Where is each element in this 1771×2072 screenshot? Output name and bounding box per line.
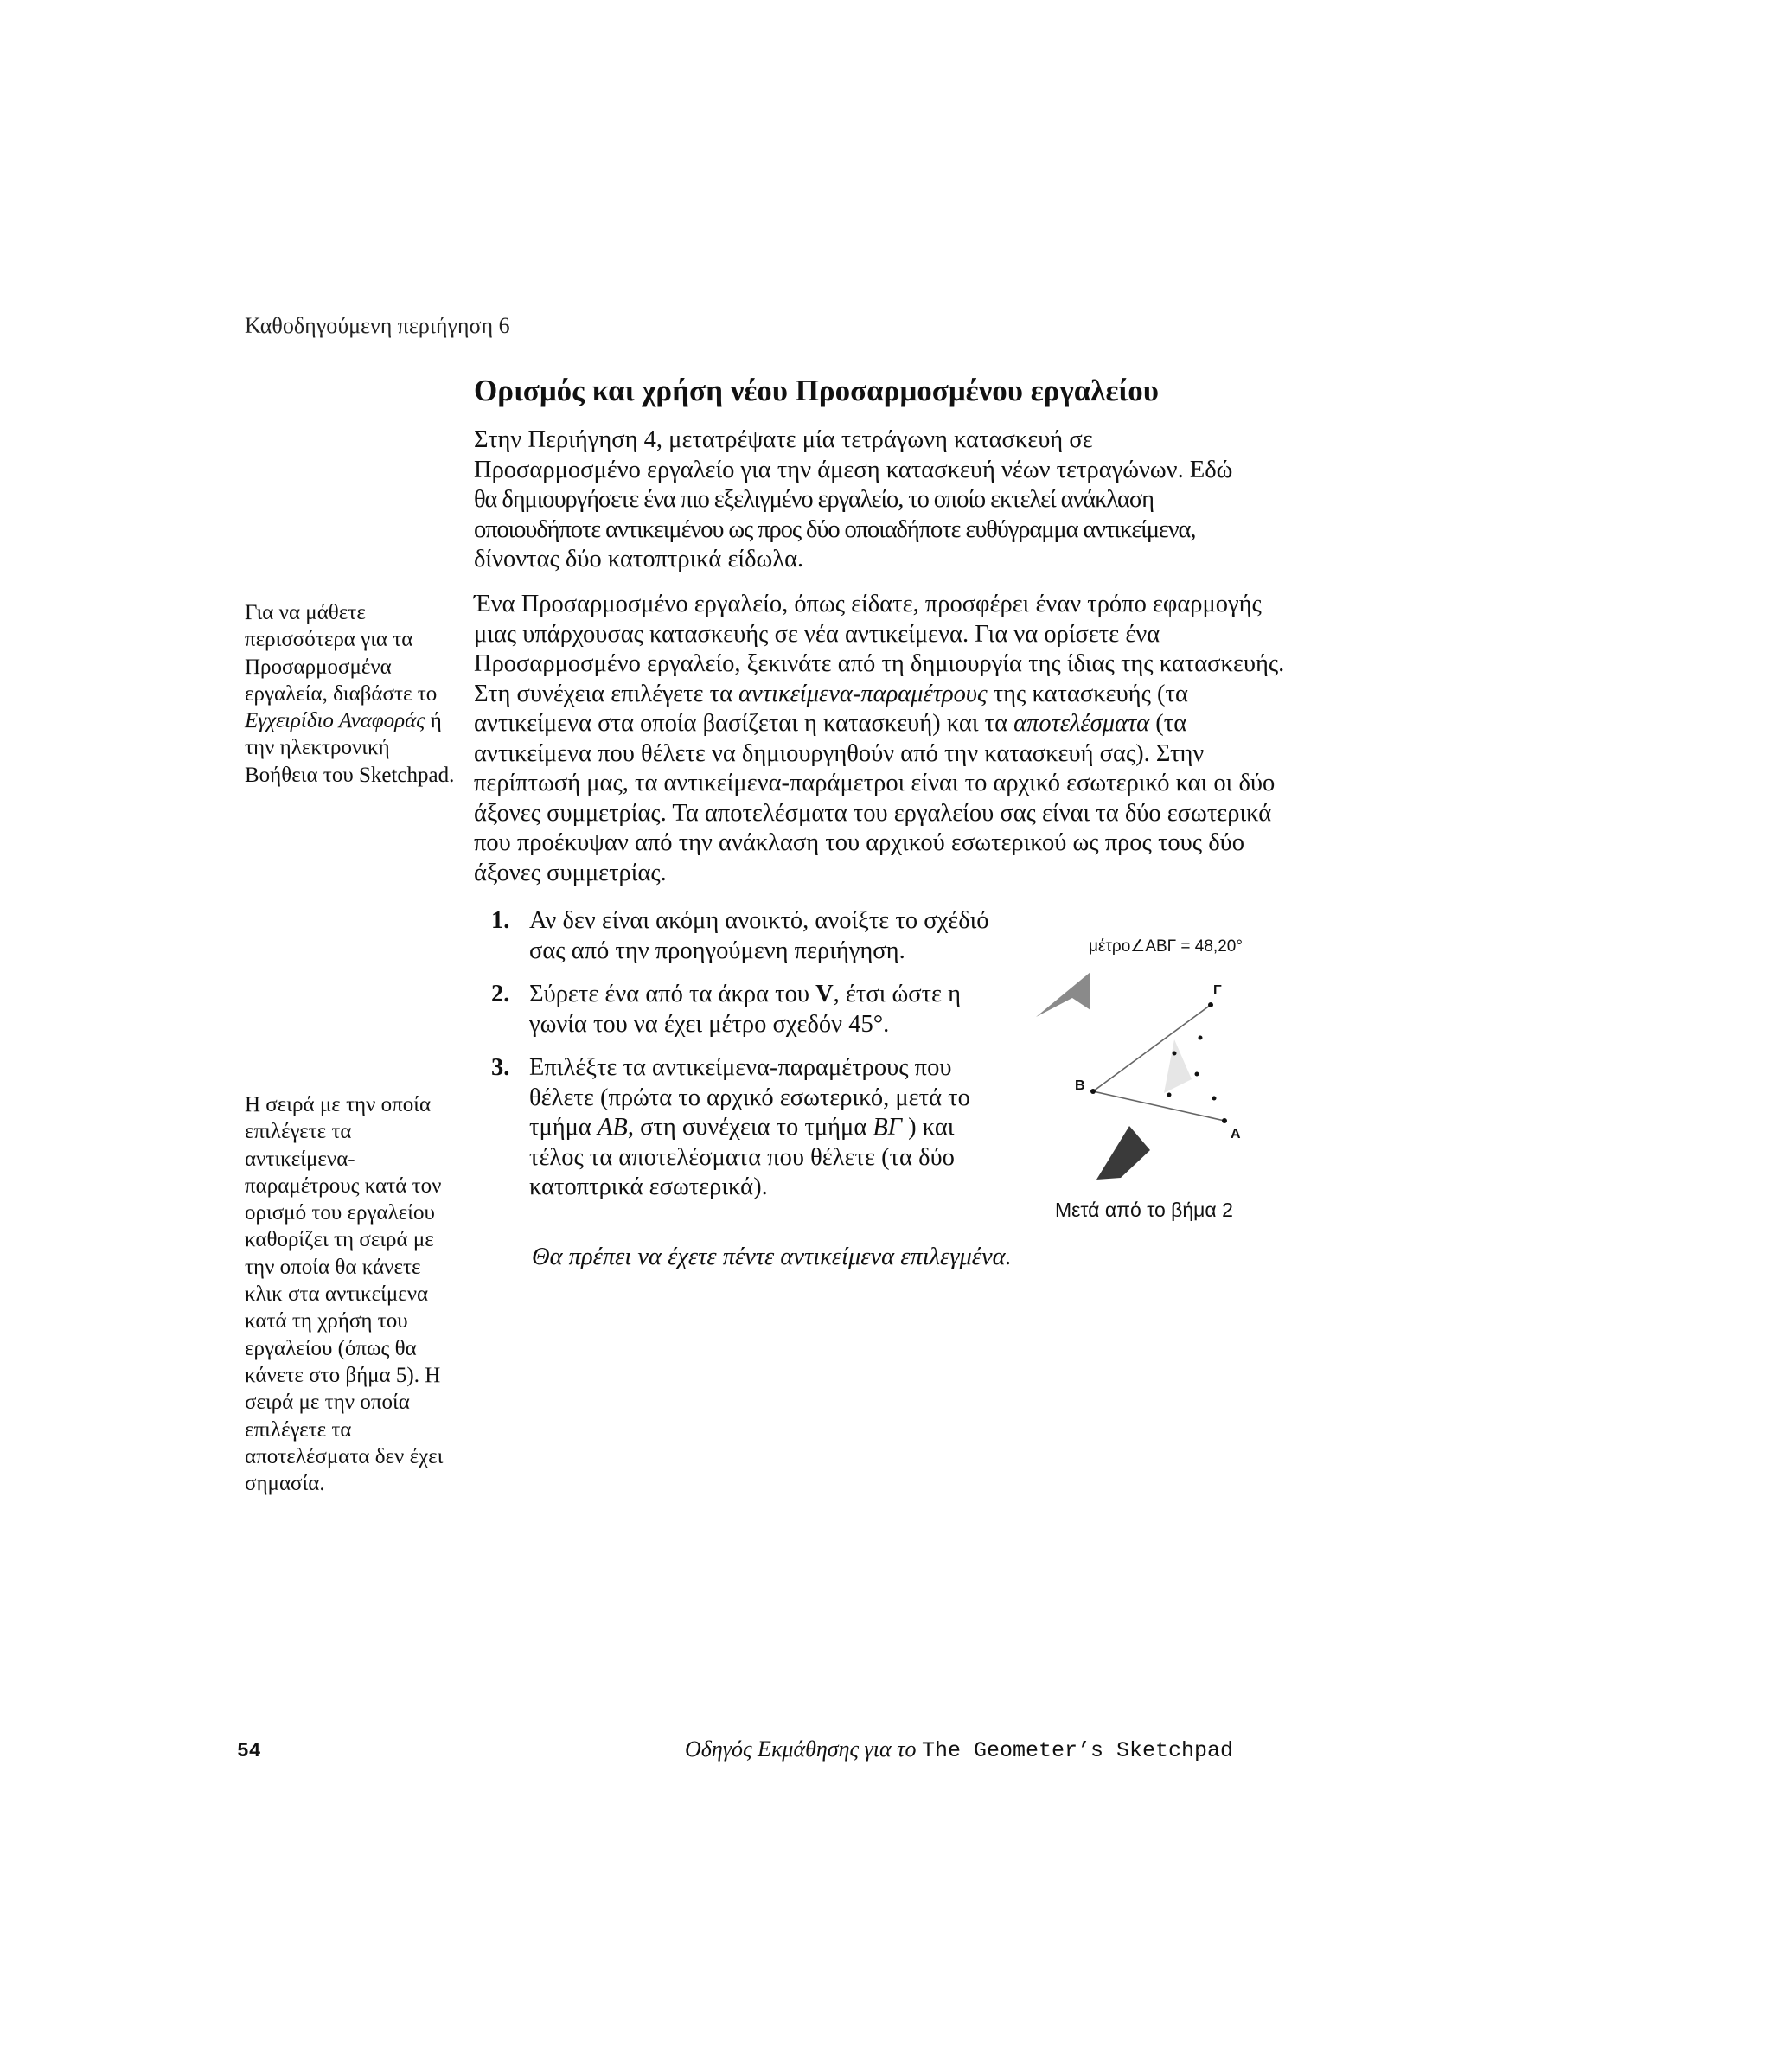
step-number: 2.	[491, 981, 510, 1007]
reflected-shape-lower	[1096, 1126, 1150, 1180]
step-2-bold-v: V	[815, 981, 834, 1007]
step-text	[529, 980, 1010, 1039]
label-gamma: Γ	[1213, 983, 1222, 998]
sidebar-note-order: Η σειρά με την οποία επιλέγετε τα αντικείμενα-παραμέτρους κατά τον ορισμό του εργαλείου καθορίζει τη σειρά με την οποία θα κάνετε κλικ στα αντικείμενα κατά τη χρήση του εργαλείου (όπως θα κάνετε στο βήμα 5). Η σειρά με την οποία επιλέγετε τα αποτελέσματα δεν έχει σημασία.	[245, 1093, 444, 1496]
intro-paragraph	[474, 425, 1287, 575]
segment-ba	[1093, 1091, 1224, 1121]
sidebar-note-reference	[245, 599, 461, 789]
step-2-text-1: Σύρετε ένα από τα άκρα του	[529, 981, 816, 1007]
result-note: Θα πρέπει να έχετε πέντε αντικείμενα επιλεγμένα.	[532, 1244, 1012, 1270]
step-number: 3.	[491, 1054, 510, 1081]
point-a	[1222, 1118, 1227, 1123]
step-1	[491, 906, 1010, 966]
point-b	[1090, 1089, 1096, 1094]
running-head: Καθοδηγούμενη περιήγηση 6	[245, 313, 510, 338]
intro-line-4: οποιουδήποτε αντικειμένου ως προς δύο οποιαδήποτε ευθύγραμμα αντικείμενα,	[474, 515, 1196, 543]
intro-line-5: δίνοντας δύο κατοπτρικά είδωλα.	[474, 546, 804, 572]
sketch-figure	[1027, 925, 1287, 1237]
footer-title	[685, 1736, 1233, 1763]
step-number: 1.	[491, 907, 510, 934]
original-interior	[1164, 1039, 1192, 1093]
note1-emphasis: Εγχειρίδιο Αναφοράς	[245, 709, 425, 733]
para2-text-2: της κατασκευής (τα αντικείμενα στα οποία βασίζεται η κατασκευή) και τα	[474, 680, 1188, 737]
step-3-text-2: , στη συνέχεια το τμήμα	[627, 1114, 873, 1141]
label-b: Β	[1075, 1078, 1085, 1093]
note1-text-2: ή την ηλεκτρονική Βοήθεια του Sketchpad.	[245, 709, 455, 787]
vertex-point	[1212, 1097, 1217, 1101]
vertex-point	[1173, 1052, 1177, 1056]
steps-list	[491, 906, 1010, 1217]
para2-text-3: (τα αντικείμενα που θέλετε να δημιουργηθούν από την κατασκευή σας). Στην περίπτωσή μας, τα αντικείμενα-παράμετροι είναι το αρχικό εσωτερικό και οι δύο άξονες συμμετρίας. Τα αποτελέσματα του εργαλείου σας είναι τα δύο εσωτερικά που προέκυψαν από την ανάκλαση του αρχικού εσωτερικού ως προς τους δύο άξονες συμμετρίας.	[474, 710, 1276, 886]
point-gamma	[1208, 1002, 1213, 1007]
section-title: Ορισμός και χρήση νέου Προσαρμοσμένου εργαλείου	[474, 374, 1159, 407]
footer-title-greek: Οδηγός Εκμάθησης για το	[685, 1736, 922, 1762]
step-text	[529, 1053, 1010, 1203]
tool-explanation-paragraph	[474, 590, 1287, 888]
intro-line-2: Προσαρμοσμένο εργαλείο για την άμεση κατασκευή νέων τετραγώνων. Εδώ	[474, 456, 1233, 483]
sketch-figure-svg	[1027, 925, 1287, 1237]
step-3-segment-ab: ΑΒ	[597, 1114, 628, 1141]
angle-measure-label: μέτρο∠ΑΒΓ = 48,20°	[1089, 937, 1243, 956]
page-number: 54	[237, 1740, 261, 1762]
reflected-shape-upper	[1036, 972, 1090, 1017]
step-2	[491, 980, 1010, 1039]
step-3-text-1: Επιλέξτε τα αντικείμενα-παραμέτρους που θέλετε (πρώτα το αρχικό εσωτερικό, μετά το τμήμα	[529, 1054, 970, 1141]
step-2-text-2: , έτσι ώστε η γωνία του να έχει μέτρο σχεδόν 45°.	[529, 981, 962, 1038]
step-text: Αν δεν είναι ακόμη ανοικτό, ανοίξτε το σχέδιό σας από την προηγούμενη περιήγηση.	[529, 907, 989, 964]
vertex-point	[1167, 1093, 1172, 1097]
intro-line-1: Στην Περιήγηση 4, μετατρέψατε μία τετράγωνη κατασκευή σε	[474, 426, 1093, 453]
segment-bg	[1093, 1005, 1211, 1091]
vertex-point	[1199, 1036, 1203, 1040]
figure-caption: Μετά από το βήμα 2	[1055, 1199, 1233, 1221]
vertex-point	[1195, 1072, 1199, 1077]
step-3	[491, 1053, 1010, 1203]
para2-text-1: Ένα Προσαρμοσμένο εργαλείο, όπως είδατε, προσφέρει έναν τρόπο εφαρμογής μιας υπάρχουσας κατασκευής σε νέα αντικείμενα. Για να ορίσετε ένα Προσαρμοσμένο εργαλείο, ξεκινάτε από τη δημιουργία της ίδιας της κατασκευής. Στη συνέχεια επιλέγετε τα	[474, 591, 1285, 707]
para2-emphasis-results: αποτελέσματα	[1013, 710, 1150, 737]
footer-title-product: The Geometer’s Sketchpad	[921, 1738, 1234, 1763]
intro-line-3: θα δημιουργήσετε ένα πιο εξελιγμένο εργαλείο, το οποίο εκτελεί ανάκλαση	[474, 486, 1154, 513]
label-a: Α	[1231, 1127, 1241, 1142]
note1-text-1: Για να μάθετε περισσότερα για τα Προσαρμοσμένα εργαλεία, διαβάστε το	[245, 601, 438, 706]
para2-emphasis-parameters: αντικείμενα-παραμέτρους	[738, 680, 988, 707]
step-3-segment-bg: ΒΓ	[873, 1114, 903, 1141]
step-3-text-3: ) και τέλος τα αποτελέσματα που θέλετε (τα δύο κατοπτρικά εσωτερικά).	[529, 1114, 955, 1200]
